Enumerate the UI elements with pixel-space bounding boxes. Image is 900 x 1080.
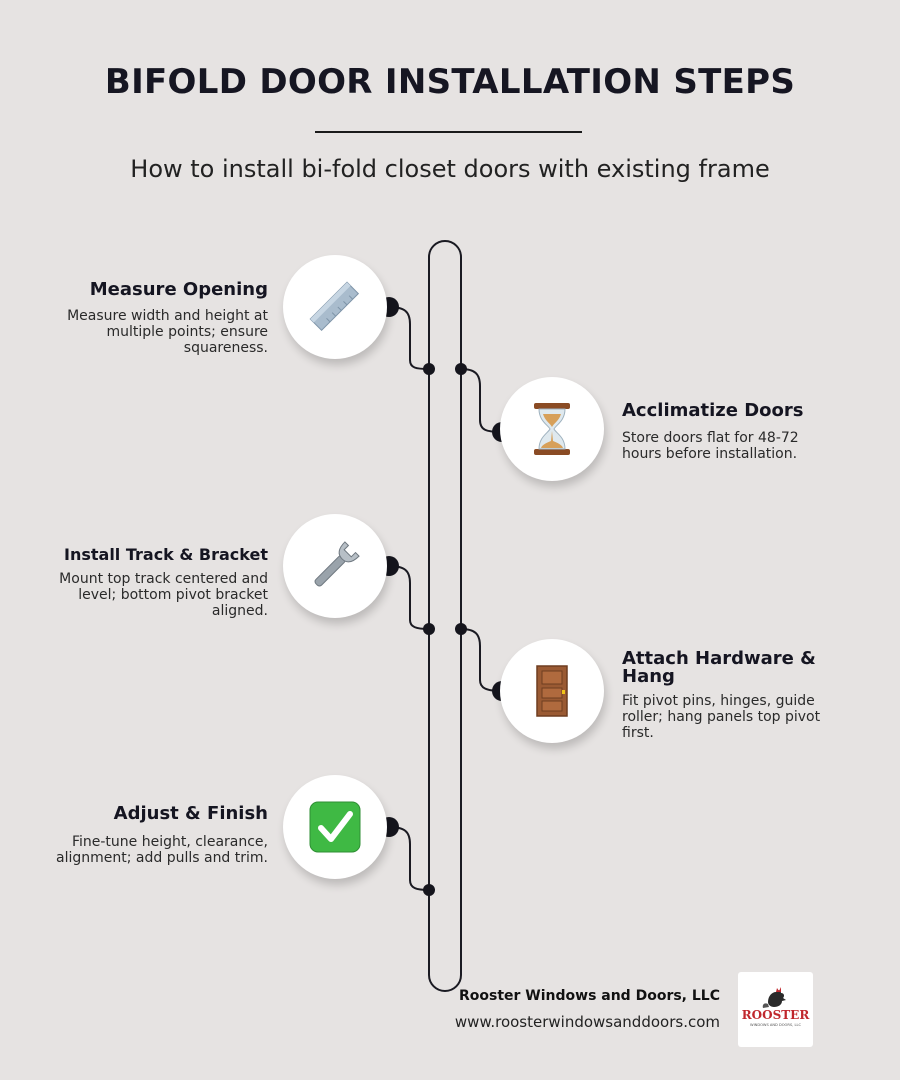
step-2-title: Acclimatize Doors [622,400,804,421]
step-2-track-dot [455,363,467,375]
step-4-track-dot [455,623,467,635]
ruler-icon [305,277,365,337]
timeline-track [429,241,461,991]
step-5-title: Adjust & Finish [113,803,268,824]
step-5-connector [389,827,429,890]
step-1-title: Measure Opening [89,279,268,300]
step-3-icon-circle [283,514,387,618]
svg-text:WINDOWS AND DOORS, LLC: WINDOWS AND DOORS, LLC [750,1023,801,1027]
check-mark-icon [309,801,361,853]
step-2-description: Store doors flat for 48-72 hours before installation. [622,430,799,462]
svg-text:ROOSTER: ROOSTER [741,1008,810,1022]
step-5-track-dot [423,884,435,896]
step-3-connector [389,566,429,629]
page-subtitle: How to install bi-fold closet doors with existing frame [130,155,770,183]
step-4-description: Fit pivot pins, hinges, guide roller; hang panels top pivot first. [622,693,821,741]
step-1-icon-circle [283,255,387,359]
step-5-description: Fine-tune height, clearance, alignment; add pulls and trim. [56,834,268,866]
hourglass-icon [530,401,574,457]
step-2-connector [461,369,502,432]
step-3-track-dot [423,623,435,635]
step-2-icon-circle [500,377,604,481]
step-3-title: Install Track & Bracket [64,545,268,564]
door-icon [532,663,572,719]
step-4-title: Attach Hardware & Hang [622,648,816,687]
step-4-icon-circle [500,639,604,743]
page-title: BIFOLD DOOR INSTALLATION STEPS [104,62,796,102]
step-1-description: Measure width and height at multiple points; ensure squareness. [67,308,268,356]
step-1-track-dot [423,363,435,375]
step-5-icon-circle [283,775,387,879]
rooster-logo-icon [738,972,813,1047]
step-4-connector [461,629,502,691]
company-url[interactable]: www.roosterwindowsanddoors.com [454,1013,720,1031]
step-3-description: Mount top track centered and level; bottom pivot bracket aligned. [59,571,268,619]
wrench-icon [307,538,363,594]
company-logo [738,972,813,1047]
company-name: Rooster Windows and Doors, LLC [458,988,720,1004]
step-1-connector [389,307,429,369]
